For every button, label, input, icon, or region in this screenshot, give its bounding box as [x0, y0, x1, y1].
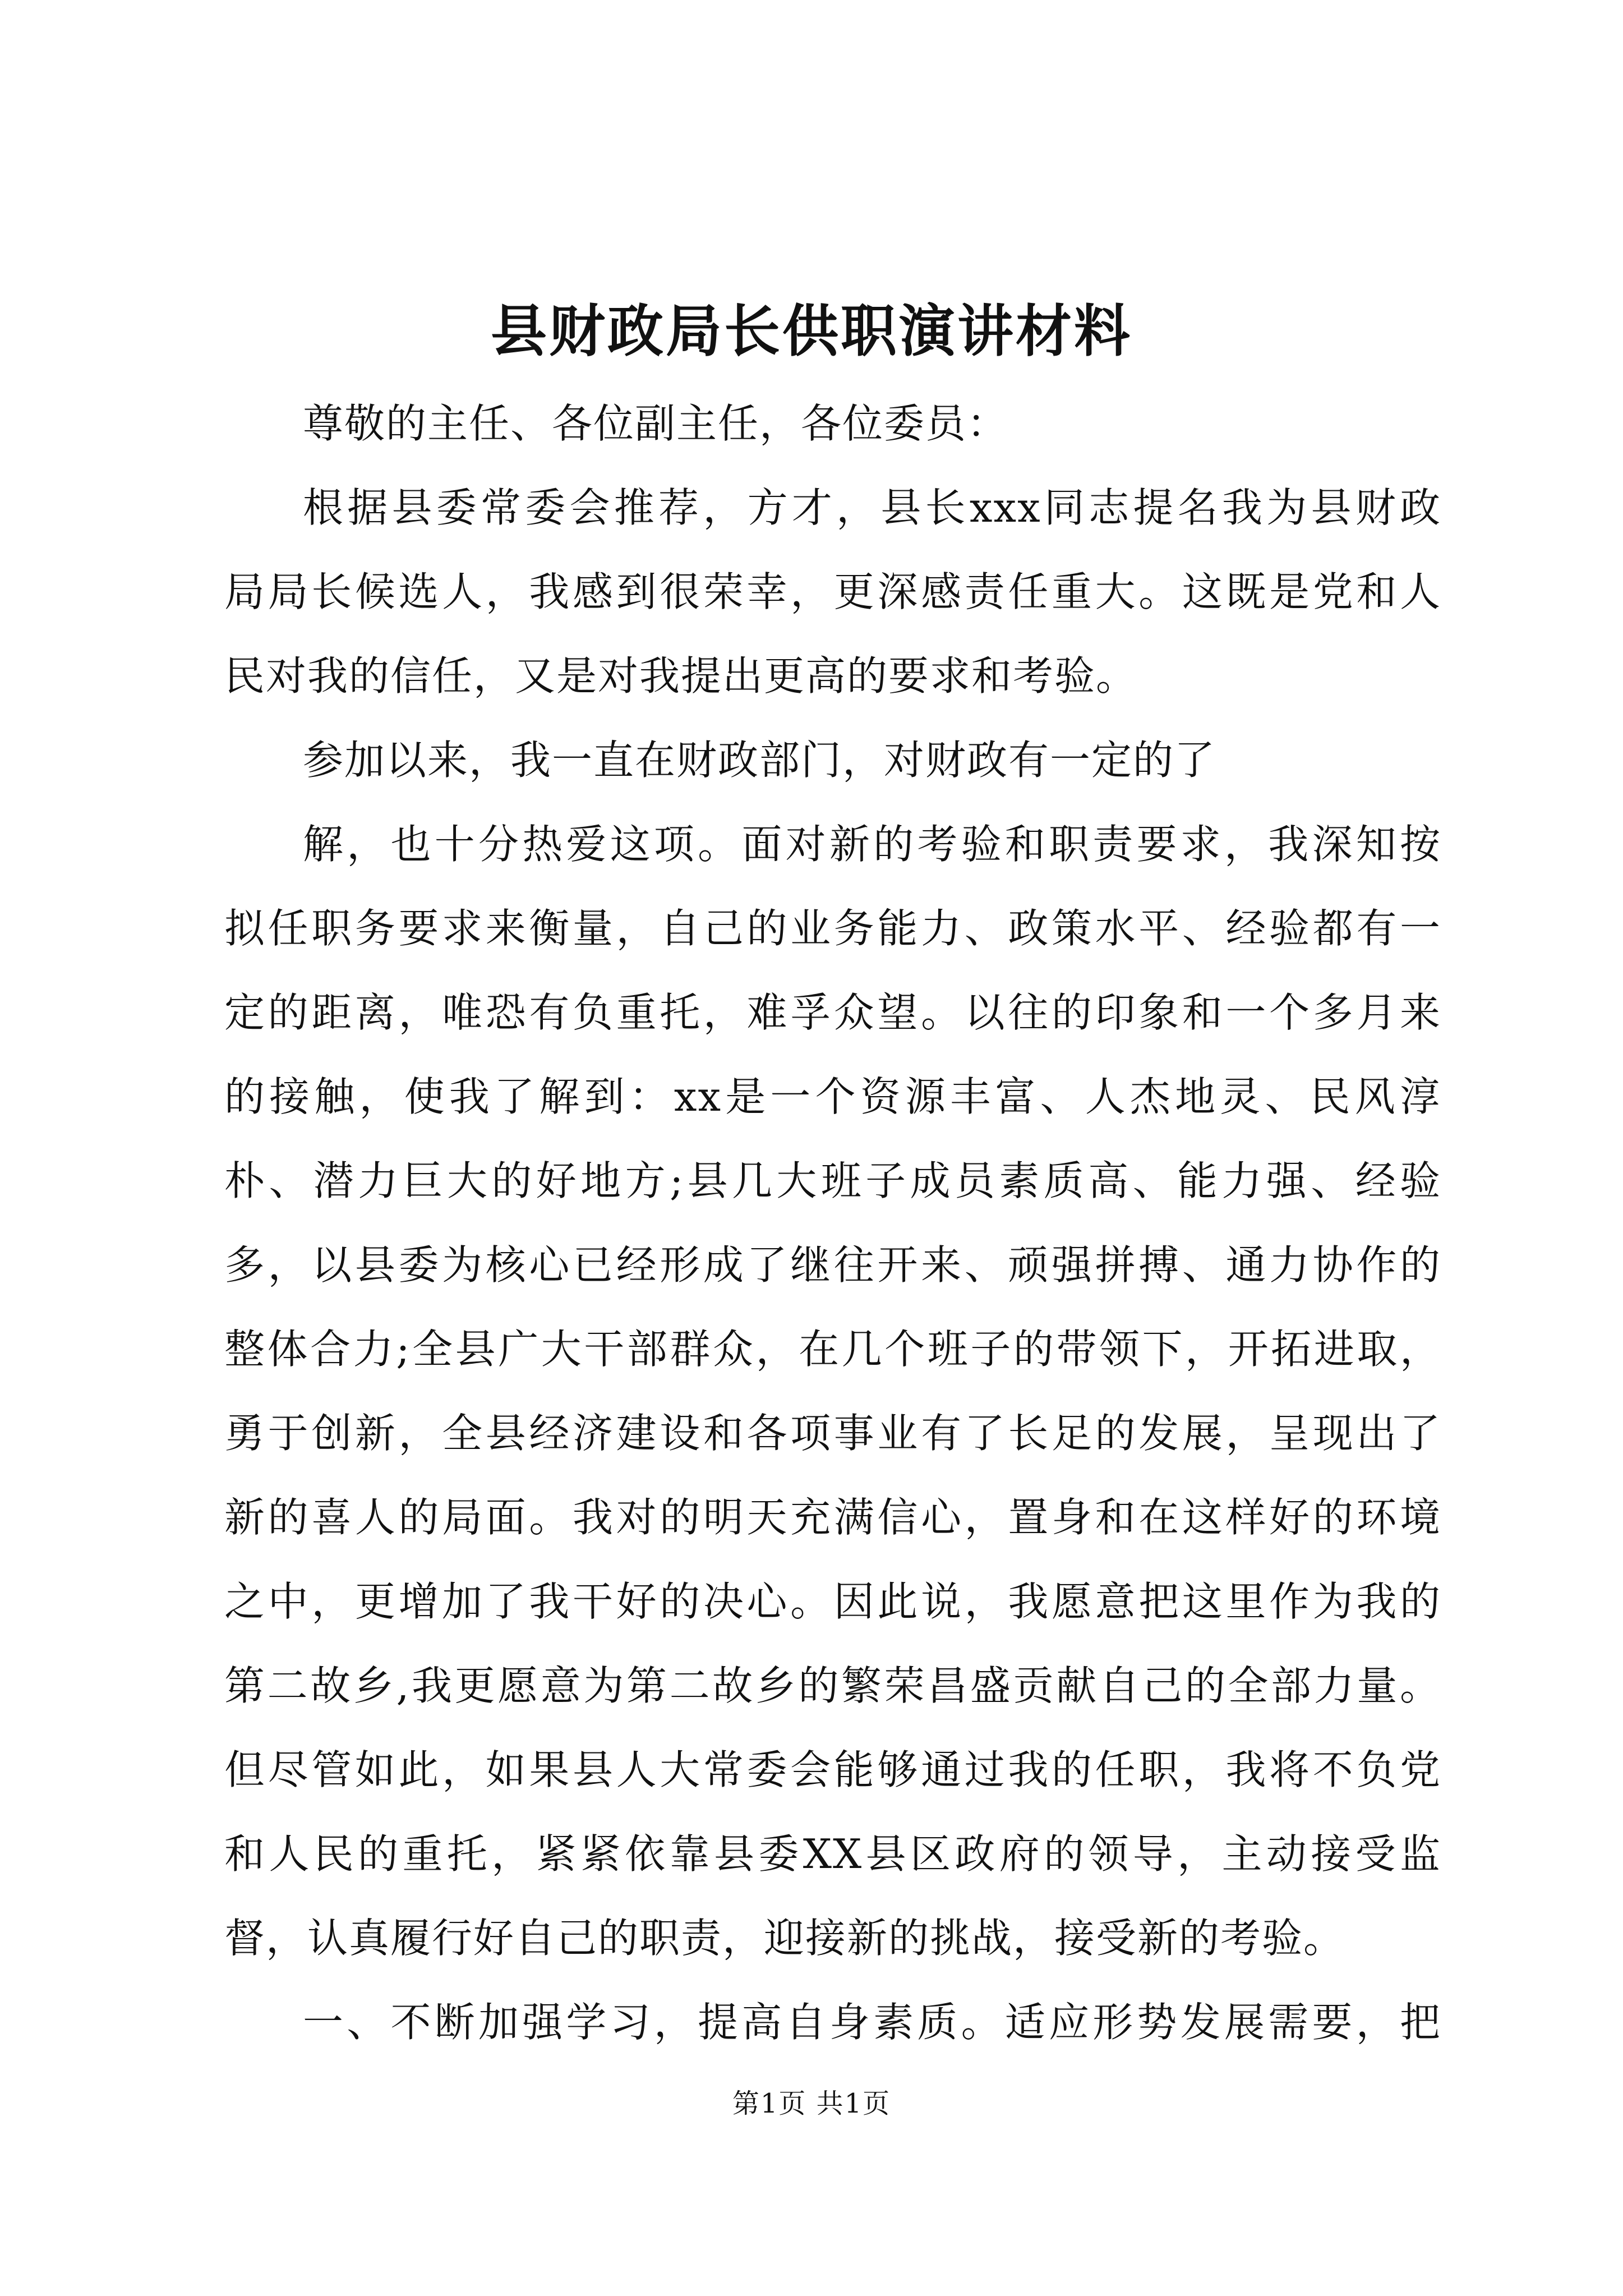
paragraph-line: 局局长候选人，我感到很荣幸，更深感责任重大。这既是党和人 — [224, 568, 1441, 615]
paragraph-line: 朴、潜力巨大的好地方;县几大班子成员素质高、能力强、经验 — [224, 1157, 1441, 1204]
paragraph-line: 尊敬的主任、各位副主任，各位委员： — [303, 400, 1009, 447]
paragraph-line: 和人民的重托，紧紧依靠县委XX县区政府的领导，主动接受监 — [224, 1830, 1441, 1878]
paragraph-line: 勇于创新，全县经济建设和各项事业有了长足的发展，呈现出了 — [224, 1410, 1441, 1457]
paragraph-line: 整体合力;全县广大干部群众，在几个班子的带领下，开拓进取， — [224, 1326, 1441, 1373]
document-body — [224, 381, 1441, 2064]
paragraph-line: 参加以来，我一直在财政部门，对财政有一定的了 — [303, 737, 1216, 784]
paragraph-line: 但尽管如此，如果县人大常委会能够通过我的任职，我将不负党 — [224, 1746, 1441, 1793]
paragraph-line: 之中，更增加了我干好的决心。因此说，我愿意把这里作为我的 — [224, 1578, 1441, 1625]
paragraph-line: 根据县委常委会推荐，方才，县长xxx同志提名我为县财政 — [303, 484, 1441, 531]
paragraph-line: 拟任职务要求来衡量，自己的业务能力、政策水平、经验都有一 — [224, 905, 1441, 952]
paragraph-line: 民对我的信任，又是对我提出更高的要求和考验。 — [224, 652, 1138, 700]
paragraph-line: 新的喜人的局面。我对的明天充满信心，置身和在这样好的环境 — [224, 1494, 1441, 1541]
paragraph-line: 定的距离，唯恐有负重托，难孚众望。以往的印象和一个多月来 — [224, 989, 1441, 1036]
paragraph-line: 督，认真履行好自己的职责，迎接新的挑战，接受新的考验。 — [224, 1915, 1345, 1962]
document-title: 县财政局长供职演讲材料 — [491, 298, 1132, 364]
paragraph-line: 第二故乡,我更愿意为第二故乡的繁荣昌盛贡献自己的全部力量。 — [224, 1662, 1441, 1709]
page-footer: 第1页 共1页 — [732, 2088, 891, 2119]
paragraph-line: 一、不断加强学习，提高自身素质。适应形势发展需要，把 — [303, 1999, 1441, 2046]
paragraph-line: 解，也十分热爱这项。面对新的考验和职责要求，我深知按 — [303, 821, 1441, 868]
paragraph-line: 多，以县委为核心已经形成了继往开来、顽强拼搏、通力协作的 — [224, 1241, 1441, 1289]
paragraph-line: 的接触，使我了解到：xx是一个资源丰富、人杰地灵、民风淳 — [224, 1073, 1441, 1120]
